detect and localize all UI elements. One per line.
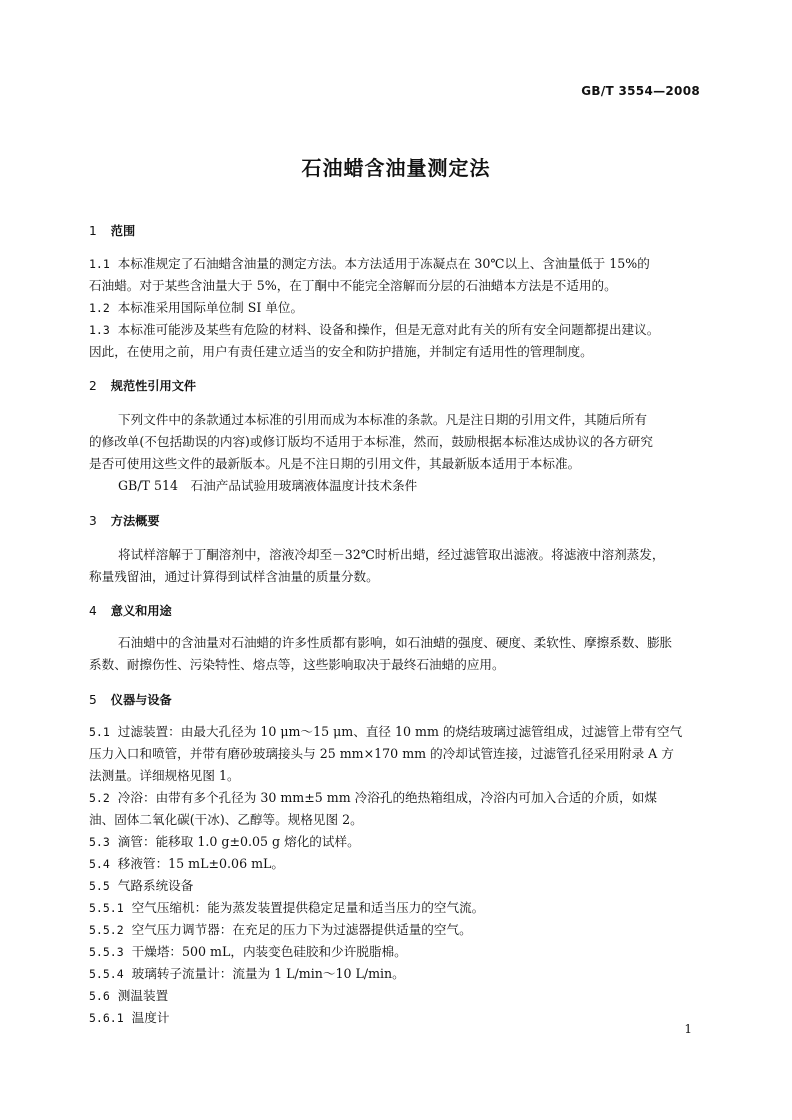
page-number: 1 xyxy=(684,1022,692,1036)
paragraph-2-line-2: 的修改单(不包括勘误的内容)或修订版均不适用于本标准，然而，鼓励根据本标准达成协议的各方研究 xyxy=(89,434,653,449)
clause-1-3-cont: 因此，在使用之前，用户有责任建立适当的安全和防护措施，并制定有适用性的管理制度。 xyxy=(89,344,593,359)
paragraph-4-line-2: 系数、耐擦伤性、污染特性、熔点等，这些影响取决于最终石油蜡的应用。 xyxy=(89,657,505,672)
clause-5-2: 5.2 冷浴：由带有多个孔径为 30 mm±5 mm 冷浴孔的绝热箱组成，冷浴内可加入合适的介质，如煤 xyxy=(89,790,657,805)
paragraph-3-line-2: 称量残留油，通过计算得到试样含油量的质量分数。 xyxy=(89,569,379,584)
clause-5-4: 5.4 移液管：15 mL±0.06 mL。 xyxy=(89,856,284,871)
clause-5-2-cont: 油、固体二氧化碳(干冰)、乙醇等。规格见图 2。 xyxy=(89,812,363,827)
section-heading-1: 1 范围 xyxy=(89,224,136,238)
clause-1-1-cont: 石油蜡。对于某些含油量大于 5%，在丁酮中不能完全溶解而分层的石油蜡本方法是不适用的。 xyxy=(89,278,617,293)
clause-5-6-1: 5.6.1 温度计 xyxy=(89,1010,170,1025)
clause-5-5: 5.5 气路系统设备 xyxy=(89,878,194,893)
normative-reference: GB/T 514 石油产品试验用玻璃液体温度计技术条件 xyxy=(118,478,418,493)
clause-1-3: 1.3 本标准可能涉及某些有危险的材料、设备和操作，但是无意对此有关的所有安全问题都提出建议。 xyxy=(89,322,660,337)
section-heading-5: 5 仪器与设备 xyxy=(89,693,172,707)
section-heading-4: 4 意义和用途 xyxy=(89,604,172,618)
section-heading-2: 2 规范性引用文件 xyxy=(89,379,197,393)
document-title: 石油蜡含油量测定法 xyxy=(301,156,491,180)
paragraph-3-line-1: 将试样溶解于丁酮溶剂中，溶液冷却至－32℃时析出蜡，经过滤管取出滤液。将滤液中溶剂蒸发， xyxy=(118,547,665,562)
clause-5-5-3: 5.5.3 干燥塔：500 mL，内装变色硅胶和少许脱脂棉。 xyxy=(89,944,407,959)
clause-5-1: 5.1 过滤装置：由最大孔径为 10 μm～15 μm、直径 10 mm 的烧结玻璃过滤管组成，过滤管上带有空气 xyxy=(89,724,683,739)
clause-5-3: 5.3 滴管：能移取 1.0 g±0.05 g 熔化的试样。 xyxy=(89,834,360,849)
clause-5-5-2: 5.5.2 空气压力调节器：在充足的压力下为过滤器提供适量的空气。 xyxy=(89,922,472,937)
clause-5-1-cont-1: 压力入口和喷管，并带有磨砂玻璃接头与 25 mm×170 mm 的冷却试管连接，过滤管孔径采用附录 A 方 xyxy=(89,746,674,761)
section-heading-3: 3 方法概要 xyxy=(89,514,160,528)
paragraph-4-line-1: 石油蜡中的含油量对石油蜡的许多性质都有影响，如石油蜡的强度、硬度、柔软性、摩擦系数、膨胀 xyxy=(118,635,673,650)
standard-code: GB/T 3554—2008 xyxy=(581,84,700,98)
clause-5-5-4: 5.5.4 玻璃转子流量计：流量为 1 L/min～10 L/min。 xyxy=(89,966,405,981)
clause-5-1-cont-2: 法测量。详细规格见图 1。 xyxy=(89,768,240,783)
clause-1-1: 1.1 本标准规定了石油蜡含油量的测定方法。本方法适用于冻凝点在 30℃以上、含油量低于 15%的 xyxy=(89,256,650,271)
paragraph-2-line-1: 下列文件中的条款通过本标准的引用而成为本标准的条款。凡是注日期的引用文件，其随后所有 xyxy=(118,412,647,427)
clause-5-6: 5.6 测温装置 xyxy=(89,988,169,1003)
clause-1-2: 1.2 本标准采用国际单位制 SI 单位。 xyxy=(89,300,304,315)
paragraph-2-line-3: 是否可使用这些文件的最新版本。凡是不注日期的引用文件，其最新版本适用于本标准。 xyxy=(89,456,581,471)
clause-5-5-1: 5.5.1 空气压缩机：能为蒸发装置提供稳定足量和适当压力的空气流。 xyxy=(89,900,485,915)
